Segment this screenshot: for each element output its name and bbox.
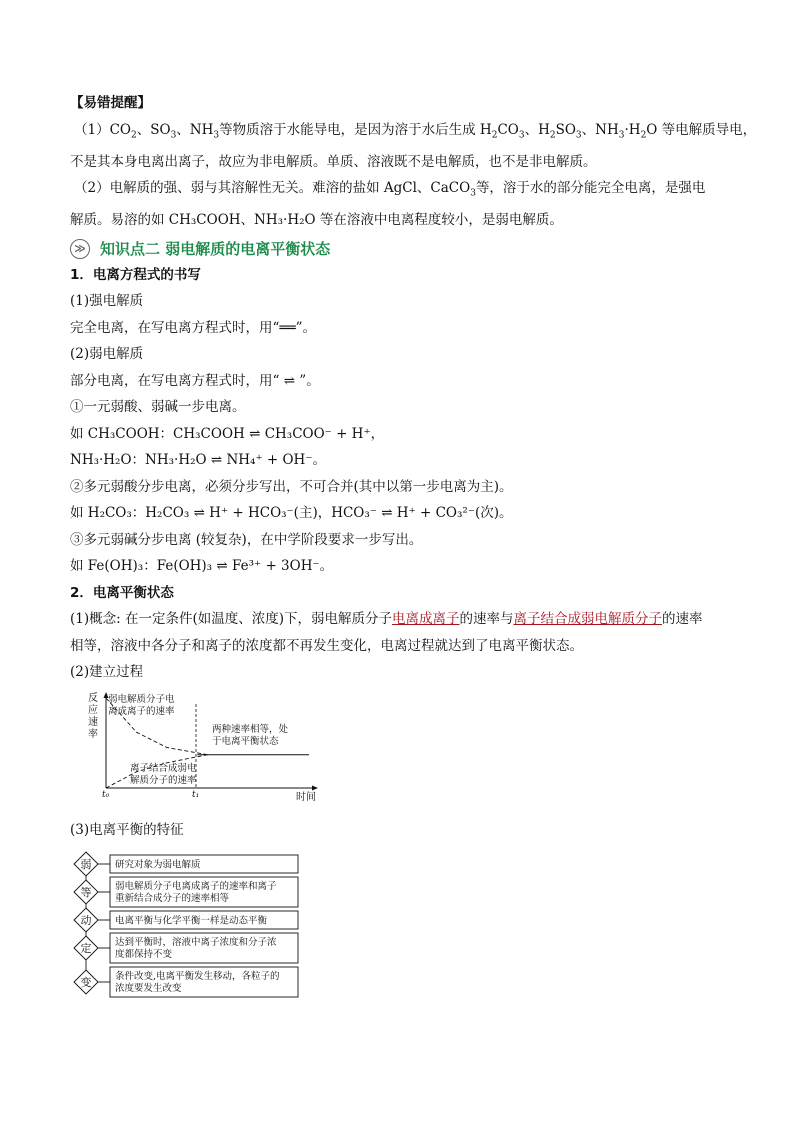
ylabel-3: 率 — [88, 728, 98, 740]
equation-3: 如 H₂CO₃：H₂CO₃ ⇌ H⁺ + HCO₃⁻(主)，HCO₃⁻ ⇌ H⁺ + CO₃²⁻(次)。 — [70, 505, 513, 522]
tip-paragraph-1: $(1)CO_2$、$SO_3$、$NH_3$等物质溶于水能导电，是因为溶于水后生成 $H_2CO_3$、$H_2SO_3$、$NH_3\cdot H_2O$ 等电解质导电， — [74, 121, 757, 141]
tip-paragraph-2-cont: 解质。易溶的如 CH₃COOH、NH₃·H₂O 等在溶液中电离程度较小，是弱电解质。 — [70, 212, 563, 229]
x-tick-t1: t₁ — [192, 789, 200, 800]
feature-key-3: 定 — [80, 942, 92, 956]
section-title-text: 知识点二 弱电解质的电离平衡状态 — [100, 239, 331, 258]
equation-2: NH₃·H₂O：NH₃·H₂O ⇌ NH₄⁺ + OH⁻。 — [70, 452, 326, 469]
annotation-right-1: 于电离平衡状态 — [212, 735, 279, 747]
feature-text-0-0: 研究对象为弱电解质 — [115, 859, 201, 871]
annotation-bottom-0: 离子结合成弱电 — [130, 762, 197, 774]
ylabel-1: 应 — [88, 704, 98, 716]
concept-line-1: (1)概念: 在一定条件(如温度、浓度)下，弱电解质分子电离成离子的速率与离子结合成弱电解质分子的速率 — [70, 611, 703, 628]
equation-4: 如 Fe(OH)₃：Fe(OH)₃ ⇌ Fe³⁺ + 3OH⁻。 — [70, 558, 334, 575]
rate-time-chart — [84, 690, 730, 809]
x-axis-arrow-icon — [312, 785, 318, 790]
weak-electrolyte-title: (2)弱电解质 — [70, 346, 144, 363]
ylabel-2: 速 — [88, 716, 98, 728]
part1-heading: 1．电离方程式的书写 — [70, 266, 201, 283]
concept-highlight-2: 离子结合成弱电解质分子 — [513, 611, 662, 628]
feature-key-4: 变 — [80, 976, 92, 990]
rule-3: ③多元弱碱分步电离 (较复杂)，在中学阶段要求一步写出。 — [70, 531, 423, 548]
strong-electrolyte-text: 完全电离，在写电离方程式时，用“══”。 — [70, 319, 317, 336]
feature-diagram — [72, 849, 730, 1013]
feature-title: (3)电离平衡的特征 — [70, 821, 184, 838]
xlabel: 时间 — [296, 791, 316, 803]
feature-text-3-1: 度都保持不变 — [115, 949, 173, 961]
concept-highlight-1: 电离成离子 — [392, 611, 460, 628]
section-title — [70, 236, 730, 262]
feature-text-4-0: 条件改变,电离平衡发生移动，各粒子的 — [115, 971, 280, 983]
ylabel-0: 反 — [88, 692, 98, 704]
strong-electrolyte-title: (1)强电解质 — [70, 293, 144, 310]
weak-electrolyte-text: 部分电离，在写电离方程式时，用“ ⇌ ”。 — [70, 372, 320, 389]
equation-1: 如 CH₃COOH：CH₃COOH ⇌ CH₃COO⁻ + H⁺， — [70, 425, 385, 442]
part2-heading: 2．电离平衡状态 — [70, 584, 174, 601]
feature-diagram-svg — [72, 849, 312, 1009]
concept-line-2: 相等，溶液中各分子和离子的浓度都不再发生变化，电离过程就达到了电离平衡状态。 — [70, 637, 583, 654]
rule-1: ①一元弱酸、弱碱一步电离。 — [70, 399, 246, 416]
rule-2: ②多元弱酸分步电离，必须分步写出，不可合并(其中以第一步电离为主)。 — [70, 478, 513, 495]
double-chevron-icon: ≫ — [70, 239, 90, 259]
tip-paragraph-2: （2）电解质的强、弱与其溶解性无关。难溶的盐如 AgCl、CaCO$_3$等，溶于水的部分能完全电离，是强电 — [74, 180, 706, 199]
tip-heading: 【易错提醒】 — [70, 95, 151, 111]
tip-paragraph-1-cont: 不是其本身电离出离子，故应为非电解质。单质、溶液既不是电解质，也不是非电解质。 — [70, 153, 597, 170]
annotation-top-1: 离成离子的速率 — [108, 705, 175, 717]
annotation-top-0: 弱电解质分子电 — [108, 693, 175, 705]
feature-text-4-1: 浓度要发生改变 — [115, 983, 182, 995]
feature-key-0: 弱 — [80, 858, 92, 872]
process-title: (2)建立过程 — [70, 664, 144, 681]
rate-time-chart-svg — [84, 690, 324, 805]
x-tick-t0: t₀ — [102, 789, 110, 800]
feature-text-3-0: 达到平衡时，溶液中离子浓度和分子浓 — [115, 937, 277, 949]
feature-key-2: 动 — [80, 914, 92, 928]
feature-text-1-1: 重新结合成分子的速率相等 — [115, 893, 230, 905]
feature-text-2-0: 电离平衡与化学平衡一样是动态平衡 — [115, 915, 268, 927]
feature-key-1: 等 — [80, 886, 92, 900]
annotation-bottom-1: 解质分子的速率 — [130, 774, 197, 786]
annotation-right-0: 两种速率相等，处 — [212, 723, 289, 735]
document-page — [70, 90, 757, 1013]
feature-text-1-0: 弱电解质分子电离成离子的速率和离子 — [115, 881, 277, 893]
